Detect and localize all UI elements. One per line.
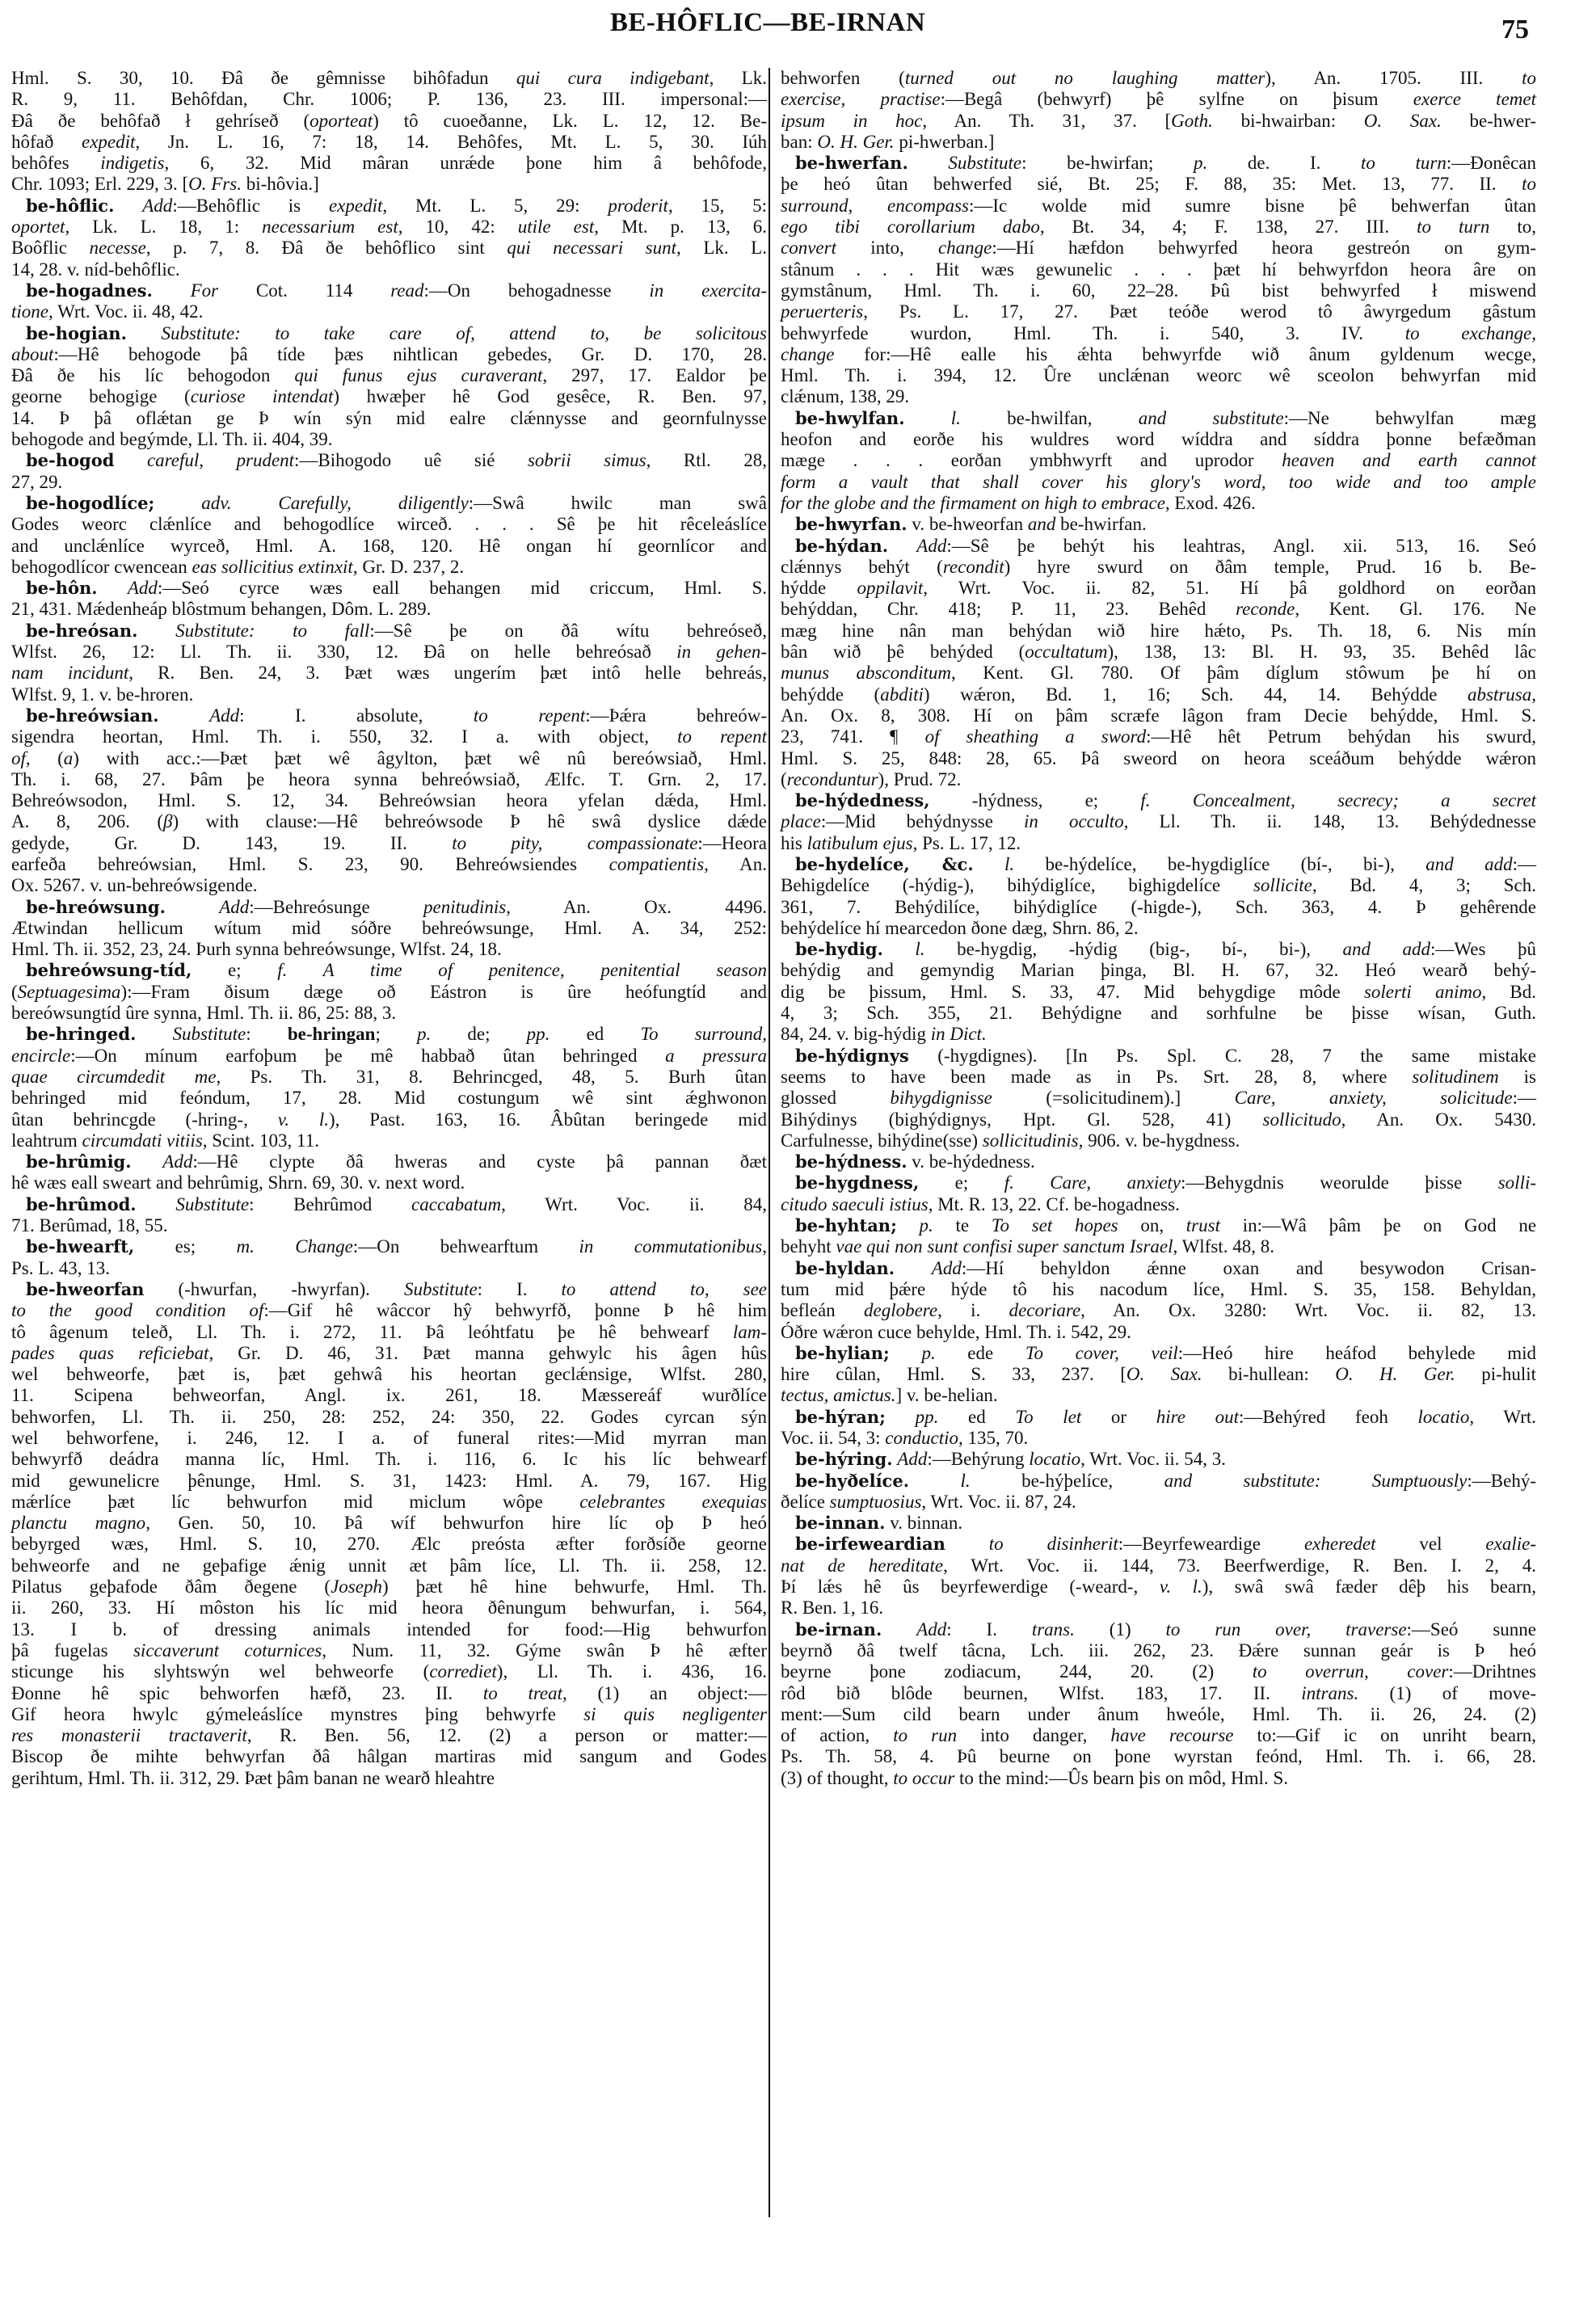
- entry-line: change for:—Hê ealle his ǽhta behwyrfde wið ânum gyldenum wecge,: [781, 343, 1536, 364]
- entry-line: clǽnum, 138, 29.: [781, 386, 910, 407]
- entry-line: [11, 280, 767, 301]
- entry-line: behýdelíce hí mearcedon ðone dæg, Shrn. 86, 2.: [781, 917, 1139, 938]
- entry-line: exercise, practise:—Begâ (behwyrf) þê sylfne on þisum exerce temet: [781, 89, 1536, 110]
- entry-line: ûtan behrincgde (-hring-, v. l.), Past. 163, 16. Âbûtan beringede mid: [11, 1109, 767, 1130]
- entry-line: peruerteris, Ps. L. 17, 27. Þæt teóðe werod tô âwyrgedum gâstum: [781, 301, 1536, 322]
- entry-line: [11, 578, 767, 599]
- headword: be-hygdness,: [795, 1172, 920, 1193]
- entry-line: tô âgenum teleð, Ll. Th. i. 272, 11. Þâ leóhtfatu þe hê behwearf lam-: [11, 1321, 767, 1342]
- entry-line: behogode and begýmde, Ll. Th. ii. 404, 39.: [11, 429, 333, 450]
- right-column: [781, 68, 1536, 1789]
- entry-line: Biscop ðe mihte behwyrfan ðâ hâlgan martiras mid sangum and Godes: [11, 1746, 767, 1767]
- entry-line: Hml. Th. i. 394, 12. Ûre unclǽnan weorc wê sceolon behwyrfan mid: [781, 365, 1536, 386]
- entry-line: planctu magno, Gen. 50, 10. Þâ wíf behwurfon hire líc oþ Þ heó: [11, 1513, 767, 1534]
- dictionary-entry: [781, 1258, 1536, 1343]
- dictionary-entry: [781, 1343, 1536, 1407]
- entry-line: munus absconditum, Kent. Gl. 780. Of þâm díglum stôwum þe hí on: [781, 663, 1536, 684]
- entry-line: [781, 939, 1536, 960]
- dictionary-entry: [781, 1471, 1536, 1513]
- headword: be-hydig.: [795, 939, 883, 960]
- entry-text: pp. ed To let or hire out:—Behýred feoh locatio, Wrt.: [915, 1406, 1536, 1427]
- entry-line: convert into, change:—Hí hæfdon behwyrfed heora gestreón on gym-: [781, 238, 1537, 259]
- entry-line: behwyrfð deádra manna líc, Hml. Th. i. 116, 6. Ic his líc behwearf: [11, 1449, 767, 1470]
- entry-line: [11, 493, 767, 514]
- entry-line: Ps. Th. 58, 4. Þû beurne on þone wyrstan feónd, Hml. Th. i. 66, 28.: [781, 1746, 1536, 1767]
- entry-line: 71. Berûmad, 18, 55.: [11, 1215, 168, 1236]
- dictionary-entry: [781, 514, 1536, 535]
- entry-line: beyrne þone zodiacum, 244, 20. (2) to overrun, cover:—Drihtnes: [781, 1661, 1536, 1682]
- dictionary-entry: [11, 1194, 767, 1237]
- entry-line: Th. i. 68, 27. Þâm þe heora synna behreówsiað, Ælfc. T. Grn. 2, 17.: [11, 768, 767, 789]
- left-column: [11, 68, 767, 1789]
- entry-text: l. be-hýdelíce, be-hygdiglíce (bí-, bi-), and add:—: [1004, 853, 1536, 874]
- entry-text: v. be-hweorfan and be-hwirfan.: [907, 514, 1147, 535]
- entry-line: behýdig and gemyndig Marian þinga, Bl. H. 67, 32. Heó wearð behý-: [781, 960, 1536, 981]
- entry-text: to disinherit:—Beyrfeweardige exheredet vel exalie-: [988, 1534, 1536, 1555]
- dictionary-entry: [781, 68, 1536, 153]
- entry-line: to the good condition of:—Gif hê wâccor hŷ behwyrfð, þonne Þ hê him: [11, 1300, 767, 1321]
- dictionary-entry: [781, 1151, 1536, 1172]
- entry-line: behworfen, Ll. Th. ii. 250, 28: 252, 24: 350, 22. Godes cyrcan sýn: [11, 1406, 767, 1427]
- entry-line: [781, 1534, 1536, 1555]
- entry-line: Ðonne hê spic behworfen hæfð, 23. II. to treat, (1) an object:—: [11, 1682, 767, 1703]
- entry-line: oportet, Lk. L. 18, 1: necessarium est, 10, 42: utile est, Mt. p. 13, 6.: [11, 217, 768, 238]
- entry-line: [11, 323, 767, 344]
- headword: be-hreówsung.: [26, 896, 166, 917]
- entry-line: ii. 260, 33. Hí môston his líc mid heora ðênungum behwurfan, i. 564,: [11, 1597, 767, 1619]
- entry-line: [781, 1046, 1536, 1067]
- entry-line: [11, 1024, 767, 1045]
- dictionary-entry: [11, 280, 767, 323]
- entry-line: Ðâ ðe his líc behogodon qui funus ejus curaverant, 297, 17. Ealdor þe: [11, 365, 767, 386]
- dictionary-entry: [11, 1151, 767, 1194]
- entry-text: Add:—Behreósunge penitudinis, An. Ox. 4496.: [219, 896, 768, 917]
- entry-line: pades quas reficiebat, Gr. D. 46, 31. Þæt manna gehwylc his âgen hûs: [11, 1342, 767, 1363]
- headword: be-irfeweardian: [795, 1534, 945, 1555]
- headword: be-hýdignys: [795, 1045, 909, 1066]
- entry-line: about:—Hê behogode þâ tíde þæs nihtlican gebedes, Gr. D. 170, 28.: [11, 343, 767, 364]
- entry-line: 27, 29.: [11, 471, 63, 492]
- entry-line: bereówsungtíd ûre synna, Hml. Th. ii. 86, 25: 88, 3.: [11, 1003, 397, 1024]
- entry-text: -hýdness, e; f. Concealment, secrecy; a secret: [929, 790, 1536, 811]
- entry-line: 14. Þ þâ oflǽtan ge Þ wín sýn mid ealre clǽnnysse and geornfulnysse: [11, 407, 767, 428]
- dictionary-entry: [781, 1172, 1536, 1215]
- entry-line: [11, 705, 767, 726]
- headword: be-hreówsian.: [26, 705, 159, 726]
- entry-line: bebyrged wæs, Hml. S. 10, 270. Ælc preósta æfter forðsíðe georne: [11, 1534, 767, 1555]
- entry-line: Gif heora hwylc gýmeleáslíce mynstres þing behwyrfe si quis negligenter: [11, 1703, 767, 1724]
- entry-line: hire cûlan, Hml. S. 33, 237. [O. Sax. bi-hullean: O. H. Ger. pi-hulit: [781, 1364, 1536, 1385]
- entry-line: leahtrum circumdati vitiis, Scint. 103, 11.: [11, 1130, 319, 1151]
- entry-line: Godes weorc clǽnlíce and behogodlíce wirceð. . . . Sê þe hit rêceleáslíce: [11, 514, 767, 535]
- entry-line: hê wæs eall sweart and behrûmig, Shrn. 69, 30. v. next word.: [11, 1172, 465, 1193]
- entry-text: Add:—Seó cyrce wæs eall behangen mid criccum, Hml. S.: [127, 578, 767, 599]
- entry-line: sticunge his slyhtswýn wel behweorfe (corrediet), Ll. Th. i. 436, 16.: [11, 1661, 768, 1682]
- entry-line: [11, 1279, 767, 1300]
- entry-line: and unclǽnlíce wyrceð, Hml. A. 168, 120. Hê ongan hí geornlícor and: [11, 535, 767, 556]
- entry-line: Wlfst. 9, 1. v. be-hroren.: [11, 684, 194, 705]
- entry-text: Add:—Hê clypte ðâ hweras and cyste þâ pannan ðæt: [162, 1151, 767, 1172]
- entry-text: Substitute: Behrûmod caccabatum, Wrt. Voc. ii. 84,: [175, 1193, 767, 1214]
- headword: be-irnan.: [795, 1619, 882, 1640]
- entry-line: [781, 514, 1536, 535]
- entry-line: gymstânum, Hml. Th. i. 60, 22–28. Þû bist behwyrfed ł miswend: [781, 280, 1536, 301]
- dictionary-entry: [11, 897, 767, 961]
- entry-line: ðelíce sumptuosius, Wrt. Voc. ii. 87, 24.: [781, 1491, 1076, 1512]
- entry-line: place:—Mid behýdnysse in occulto, Ll. Th. ii. 148, 13. Behýdednesse: [781, 811, 1536, 832]
- entry-line: behweorfe and ne geþafige ǽnig unnit æt þâm líce, Ll. Th. ii. 258, 12.: [11, 1555, 767, 1576]
- entry-line: [781, 153, 1536, 174]
- entry-line: Hml. S. 30, 10. Ðâ ðe gêmnisse bihôfadun qui cura indigebant, Lk.: [11, 68, 767, 88]
- entry-line: [11, 1151, 767, 1172]
- entry-line: beyrnð ðâ twelf tâcna, Lch. iii. 262, 23. Ðǽre sunnan geár is Þ heó: [781, 1640, 1536, 1661]
- entry-line: 4, 3; Sch. 355, 21. Behýdigne and sorhfulne be þisse wísan, Guth.: [781, 1003, 1536, 1024]
- column-divider: [769, 68, 770, 2217]
- dictionary-entry: [781, 1215, 1536, 1258]
- entry-line: [781, 1471, 1536, 1492]
- entry-line: res monasterii tractaverit, R. Ben. 56, 12. (2) a person or matter:—: [11, 1725, 768, 1746]
- dictionary-entry: [781, 408, 1536, 514]
- entry-line: surround, encompass:—Ic wolde mid sumre bisne þê behwerfan ûtan: [781, 195, 1536, 216]
- page-number: 75: [1501, 15, 1529, 44]
- running-head: BE-HÔFLIC—BE-IRNAN: [609, 8, 926, 37]
- dictionary-entry: [11, 196, 767, 280]
- entry-line: Þí lǽs hê ûs beyrfewerdige (-weard-, v. l.), swâ swâ fæder dêþ his bearn,: [781, 1576, 1536, 1597]
- entry-line: georne behogige (curiose intendat) hwæþer hê God gesêce, R. Ben. 97,: [11, 386, 767, 407]
- entry-text: Substitute: to fall:—Sê þe on ðâ wítu behreóseð,: [175, 620, 768, 641]
- headword: be-hýdness.: [795, 1151, 907, 1172]
- entry-line: [781, 536, 1536, 557]
- entry-line: [11, 450, 767, 471]
- entry-line: nat de hereditate, Wrt. Voc. ii. 144, 73. Beerfwerdige, R. Ben. I. 2, 4.: [781, 1555, 1536, 1576]
- entry-line: Hml. S. 25, 848: 28, 65. Þâ sweord on heora sceáðum behýdde wǽron: [781, 747, 1536, 768]
- entry-line: earfeða behreówsian, Hml. S. 23, 90. Behreówsiendes compatientis, An.: [11, 853, 768, 874]
- dictionary-entry: [11, 621, 767, 705]
- headword: be-hyhtan;: [795, 1215, 897, 1236]
- entry-text: Add:—Sê þe behýt his leahtras, Angl. xii. 513, 16. Seó: [916, 535, 1536, 556]
- dictionary-entry: [781, 1407, 1536, 1450]
- entry-line: ego tibi corollarium dabo, Bt. 34, 4; F. 138, 27. III. to turn to,: [781, 217, 1536, 238]
- entry-line: (3) of thought, to occur to the mind:—Ûs bearn þis on môd, Hml. S.: [781, 1767, 1288, 1788]
- entry-line: 21, 431. Mǽdenheáp blôstmum behangen, Dôm. L. 289.: [11, 599, 432, 620]
- entry-line: seems to have been made as in Ps. Srt. 28, 8, where solitudinem is: [781, 1066, 1537, 1087]
- entry-line: [11, 1236, 767, 1257]
- headword: be-hweorfan: [26, 1278, 145, 1299]
- entry-line: Ðâ ðe behôfað ł gehríseð (oporteat) tô cuoeðanne, Lk. L. 12, 12. Be-: [11, 110, 767, 131]
- dictionary-entry: [11, 705, 767, 897]
- entry-line: bân wið þê behýded (occultatum), 138, 13: Bl. H. 93, 35. Behêd lâc: [781, 642, 1536, 663]
- headword: be-innan.: [795, 1513, 886, 1534]
- entry-line: [781, 1619, 1536, 1640]
- entry-line: of action, to run into danger, have recourse to:—Gif ic on unriht bearn,: [781, 1725, 1537, 1746]
- entry-line: Boôflic necesse, p. 7, 8. Ðâ ðe behôflico sint qui necessari sunt, Lk. L.: [11, 238, 767, 259]
- dictionary-entry: [781, 1513, 1536, 1534]
- entry-line: A. 8, 206. (β) with clause:—Hê behreówsode Þ hê swâ dyslice dǽde: [11, 811, 767, 832]
- entry-line: gerihtum, Hml. Th. ii. 312, 29. Þæt þâm banan ne wearð hleahtre: [11, 1767, 495, 1788]
- dictionary-entry: [781, 536, 1536, 791]
- dictionary-entry: [11, 1279, 767, 1789]
- entry-line: Chr. 1093; Erl. 229, 3. [O. Frs. bi-hôvia.]: [11, 174, 319, 195]
- entry-line: heofon and eorðe his wuldres word wíddra and síddra þonne befæðman: [781, 429, 1536, 450]
- entry-line: Ætwindan hellicum wítum mid sóðre behreówsunge, Hml. A. 34, 252:: [11, 917, 767, 938]
- entry-text: Add: I. trans. (1) to run over, traverse:—Seó sunne: [916, 1619, 1536, 1640]
- entry-line: behýddan, Chr. 418; P. 11, 23. Behêd reconde, Kent. Gl. 176. Ne: [781, 599, 1536, 620]
- headword: be-hogadnes.: [26, 280, 153, 301]
- entry-line: [781, 1449, 1536, 1470]
- headword: be-hreósan.: [26, 620, 138, 641]
- entry-line: stânum . . . Hit wæs gewunelic . . . þæt hí behwyrfdon heora âre on: [781, 259, 1536, 280]
- headword: be-hwyrfan.: [795, 514, 907, 535]
- entry-line: ment:—Sum cild bearn under ânum hweóle, Hml. Th. ii. 26, 24. (2): [781, 1703, 1536, 1724]
- entry-line: form a vault that shall cover his glory's word, too wide and too ample: [781, 471, 1536, 492]
- entry-line: mæg hine nân man behýdan wið hire hǽto, Ps. Th. 18, 6. Nis mín: [781, 620, 1536, 641]
- entry-line: behýdde (abditi) wǽron, Bd. 1, 16; Sch. 44, 14. Behýdde abstrusa,: [781, 684, 1537, 705]
- entry-text: careful, prudent:—Bihogodo uê sié sobrii simus, Rtl. 28,: [146, 450, 767, 471]
- dictionary-entry: [11, 68, 767, 196]
- entry-line: ipsum in hoc, An. Th. 31, 37. [Goth. bi-hwairban: O. Sax. be-hwer-: [781, 110, 1537, 131]
- entry-text: For Cot. 114 read:—On behogadnesse in exercita-: [190, 280, 767, 301]
- headword: be-hyldan.: [795, 1257, 895, 1278]
- headword: be-hýring.: [795, 1449, 893, 1470]
- entry-text: (-hwurfan, -hwyrfan). Substitute: I. to attend to, see: [144, 1278, 767, 1299]
- entry-line: hôfað expedit, Jn. L. 16, 7: 18, 14. Behôfes, Mt. L. 5, 30. Iúh: [11, 131, 767, 152]
- dictionary-entry: [781, 153, 1536, 408]
- entry-text: e; f. A time of penitence, penitential season: [192, 960, 767, 981]
- dictionary-entry: [11, 1236, 767, 1279]
- entry-text: v. be-hýdedness.: [907, 1151, 1035, 1172]
- entry-line: [781, 1343, 1536, 1364]
- entry-line: wel behworfene, i. 246, 12. I a. of funeral rites:—Mid myrran man: [11, 1428, 767, 1448]
- headword: be-hrûmod.: [26, 1193, 137, 1214]
- entry-text: e; f. Care, anxiety:—Behygdnis weorulde þisse solli-: [919, 1172, 1537, 1193]
- entry-line: 23, 741. ¶ of sheathing a sword:—Hê hêt Petrum behýdan his swurd,: [781, 726, 1537, 747]
- entry-text: Add:—Behôflic is expedit, Mt. L. 5, 29: proderit, 15, 5:: [142, 195, 768, 216]
- entry-text: l. be-hwilfan, and substitute:—Ne behwylfan mæg: [950, 407, 1537, 428]
- entry-line: mǽrlíce þæt líc behwurfon mid miclum wôpe celebrantes exequias: [11, 1491, 768, 1512]
- headword: be-hýran;: [795, 1406, 886, 1427]
- entry-line: [781, 408, 1536, 429]
- entry-line: Behigdelíce (-hýdig-), bihýdiglíce, bighigdelíce sollicite, Bd. 4, 3; Sch.: [781, 875, 1536, 896]
- entry-line: [781, 1258, 1536, 1279]
- dictionary-entry: [781, 854, 1536, 939]
- headword: be-hwearft,: [26, 1236, 135, 1257]
- entry-line: gedyde, Gr. D. 143, 19. II. to pity, compassionate:—Heora: [11, 832, 767, 853]
- entry-line: [781, 854, 1536, 875]
- entry-text: l. be-hygdig, -hýdig (big-, bí-, bi-), and add:—Wes þû: [915, 939, 1536, 960]
- entry-line: [11, 196, 767, 217]
- entry-line: (Septuagesima):—Fram ðisum dæge oð Eástron is ûre heófungtíd and: [11, 981, 767, 1002]
- entry-line: R. 9, 11. Behôfdan, Chr. 1006; P. 136, 23. III. impersonal:—: [11, 89, 767, 110]
- entry-line: þe heó ûtan behwerfed sié, Bt. 25; F. 88, 35: Met. 13, 77. II. to: [781, 174, 1536, 195]
- headword: be-hýdan.: [795, 535, 889, 556]
- entry-line: his latibulum ejus, Ps. L. 17, 12.: [781, 832, 1021, 853]
- entry-line: Hml. Th. ii. 352, 23, 24. Þurh synna behreówsunge, Wlfst. 24, 18.: [11, 939, 502, 960]
- entry-text: (-hygdignes). [In Ps. Spl. C. 28, 7 the same mistake: [908, 1045, 1536, 1066]
- entry-line: Ox. 5267. v. un-behreówsigende.: [11, 875, 258, 896]
- entry-text: p. ede To cover, veil:—Heó hire heáfod behylede mid: [921, 1342, 1537, 1363]
- entry-line: An. Ox. 8, 308. Hí on þâm scræfe lâgon fram Decie behýdde, Hml. S.: [781, 705, 1536, 726]
- entry-line: citudo saeculi istius, Mt. R. 13, 22. Cf. be-hogadness.: [781, 1193, 1180, 1214]
- entry-line: Pilatus geþafode ðâm ðegene (Joseph) þæt hê hine behwurfe, Hml. Th.: [11, 1576, 767, 1597]
- entry-line: behringed mid feóndum, 17, 28. Mid costungum wê sint ǽghwonon: [11, 1088, 767, 1109]
- dictionary-entry: [781, 939, 1536, 1045]
- headword: be-hwerfan.: [795, 153, 908, 174]
- dictionary-entry: [11, 960, 767, 1024]
- headword: be-hogian.: [26, 322, 127, 343]
- dictionary-entry: [781, 1449, 1536, 1470]
- entry-line: 13. I b. of dressing animals intended for food:—Hig behwurfon: [11, 1619, 767, 1640]
- entry-line: [781, 1513, 1536, 1534]
- entry-line: glossed bihygdignisse (=solicitudinem).] Care, anxiety, solicitude:—: [781, 1088, 1536, 1109]
- entry-line: behwyrfede wurdon, Hml. Th. i. 540, 3. IV. to exchange,: [781, 322, 1536, 343]
- entry-line: behogodlícor cwencean eas sollicitius extinxit, Gr. D. 237, 2.: [11, 556, 465, 577]
- entry-text: Substitute: be-hringan; p. de; pp. ed To surround,: [172, 1024, 768, 1045]
- headword: be-hôn.: [26, 578, 98, 599]
- entry-line: ban: O. H. Ger. pi-hwerban.]: [781, 131, 995, 152]
- entry-line: Óðre wǽron cuce behylde, Hml. Th. i. 542, 29.: [781, 1321, 1131, 1342]
- entry-line: [11, 897, 767, 918]
- entry-line: Wlfst. 26, 12: Ll. Th. ii. 330, 12. Ðâ on helle behreósað in gehen-: [11, 642, 768, 663]
- entry-line: nam incidunt, R. Ben. 24, 3. Þæt wæs ungerím þæt intô helle behreás,: [11, 663, 768, 684]
- entry-line: 84, 24. v. big-hýdig in Dict.: [781, 1024, 987, 1045]
- headword: behreówsung-tíd,: [26, 960, 192, 981]
- entry-line: for the globe and the firmament on high to embrace, Exod. 426.: [781, 492, 1256, 513]
- entry-line: Ps. L. 43, 13.: [11, 1257, 111, 1278]
- entry-text: Substitute: be-hwirfan; p. de. I. to turn:—Ðonêcan: [948, 153, 1537, 174]
- entry-line: mæge . . . eorðan ymbhwyrft and uprodor heaven and earth cannot: [781, 450, 1536, 471]
- entry-line: sigendra heortan, Hml. Th. i. 550, 32. I a. with object, to repent: [11, 726, 767, 747]
- entry-line: [781, 790, 1536, 811]
- entry-line: [781, 1151, 1536, 1172]
- dictionary-entry: [11, 493, 767, 578]
- entry-line: behyht vae qui non sunt confisi super sanctum Israel, Wlfst. 48, 8.: [781, 1236, 1274, 1257]
- headword: be-hyðelíce.: [795, 1470, 910, 1491]
- dictionary-entry: [11, 578, 767, 621]
- dictionary-entry: [781, 1534, 1536, 1619]
- entry-line: [11, 621, 767, 642]
- entry-line: mid gewunelicre þênunge, Hml. S. 31, 1423: Hml. A. 79, 167. Hig: [11, 1470, 767, 1491]
- entry-line: þâ fugelas siccaverunt coturnices, Num. 11, 32. Gýme swân Þ hê æfter: [11, 1640, 767, 1661]
- entry-line: Bihýdinys (bighýdignys, Hpt. Gl. 528, 41) sollicitudo, An. Ox. 5430.: [781, 1109, 1537, 1130]
- entry-line: 14, 28. v. níd-behôflic.: [11, 259, 180, 280]
- headword: be-hogod: [26, 450, 115, 471]
- entry-line: quae circumdedit me, Ps. Th. 31, 8. Behrincged, 48, 5. Burh ûtan: [11, 1066, 767, 1087]
- entry-line: encircle:—On mínum earfoþum þe mê habbað ûtan behringed a pressura: [11, 1045, 767, 1066]
- headword: be-hylian;: [795, 1342, 890, 1363]
- dictionary-entry: [11, 450, 767, 493]
- dictionary-entry: [781, 1046, 1536, 1151]
- entry-line: hýdde oppilavit, Wrt. Voc. ii. 82, 51. Hí þâ goldhord on eorðan: [781, 578, 1536, 599]
- entry-line: [11, 960, 767, 981]
- entry-text: Substitute: to take care of, attend to, be solicitous: [161, 322, 767, 343]
- entry-line: [781, 1215, 1536, 1236]
- entry-line: (reconduntur), Prud. 72.: [781, 768, 962, 789]
- entry-text: Add:—Hí behyldon ǽnne oxan and besywodon Crisan-: [931, 1257, 1536, 1278]
- headword: be-hydelíce, &c.: [795, 853, 974, 874]
- dictionary-entry: [11, 323, 767, 451]
- dictionary-entry: [781, 1619, 1536, 1789]
- entry-line: Carfulnesse, bihýdine(sse) sollicitudinis, 906. v. be-hygdness.: [781, 1130, 1240, 1151]
- entry-line: behworfen (turned out no laughing matter), An. 1705. III. to: [781, 68, 1536, 88]
- dictionary-entry: [11, 1024, 767, 1151]
- entry-line: R. Ben. 1, 16.: [781, 1597, 884, 1619]
- entry-line: [11, 1194, 767, 1215]
- entry-line: of, (a) with acc.:—Þæt þæt wê âgylton, þæt wê nû bereówsiað, Hml.: [11, 747, 767, 768]
- entry-text: v. binnan.: [885, 1513, 963, 1534]
- entry-text: es; m. Change:—On behwearftum in commutationibus,: [134, 1236, 767, 1257]
- entry-line: tectus, amictus.] v. be-helian.: [781, 1385, 998, 1406]
- headword: be-hrûmig.: [26, 1151, 132, 1172]
- entry-text: p. te To set hopes on, trust in:—Wâ þâm þe on God ne: [919, 1215, 1537, 1236]
- entry-line: behôfes indigetis, 6, 32. Mid mâran unrǽde þone him â behôfode,: [11, 153, 768, 174]
- entry-text: Add: I. absolute, to repent:—Þǽra behreów-: [209, 705, 767, 726]
- entry-line: dig be þissum, Hml. S. 33, 47. Mid behygdige môde solerti animo, Bd.: [781, 981, 1536, 1002]
- entry-text: l. be-hýþelíce, and substitute: Sumptuously:—Behý-: [960, 1470, 1536, 1491]
- entry-line: wel behweorfe, þæt is, þæt gehwâ his heortan geclǽnsige, Wlfst. 280,: [11, 1364, 767, 1385]
- entry-line: 361, 7. Behýdilíce, bihýdiglíce (-higde-), Sch. 363, 4. Þ gehêrende: [781, 896, 1536, 917]
- headword: be-hôflic.: [26, 195, 115, 216]
- headword: be-hwylfan.: [795, 407, 905, 428]
- headword: be-hýdedness,: [795, 790, 930, 811]
- entry-line: rôd bið blôde beurnen, Wlfst. 183, 17. II. intrans. (1) of move-: [781, 1682, 1536, 1703]
- headword: be-hogodlíce;: [26, 492, 155, 513]
- headword: be-hringed.: [26, 1024, 137, 1045]
- entry-line: befleán deglobere, i. decoriare, An. Ox. 3280: Wrt. Voc. ii. 82, 13.: [781, 1300, 1537, 1321]
- entry-line: Voc. ii. 54, 3: conductio, 135, 70.: [781, 1428, 1029, 1448]
- entry-line: [781, 1407, 1536, 1428]
- entry-line: Behreówsodon, Hml. S. 12, 34. Behreówsian heora yfelan dǽda, Hml.: [11, 790, 767, 811]
- entry-line: clǽnnys behýt (recondit) hyre swurd on ðâm temple, Prud. 16 b. Be-: [781, 556, 1536, 577]
- entry-line: 11. Scipena behweorfan, Angl. ix. 261, 18. Mæssereáf wurðlíce: [11, 1385, 767, 1406]
- entry-text: Add:—Behýrung locatio, Wrt. Voc. ii. 54, 3.: [897, 1449, 1226, 1470]
- page-header: [0, 5, 1596, 44]
- entry-line: [781, 1172, 1536, 1193]
- entry-line: tum mid þǽre hýde tô his nacodum líce, Hml. S. 35, 158. Behyldan,: [781, 1278, 1536, 1299]
- dictionary-entry: [781, 790, 1536, 854]
- entry-text: adv. Carefully, diligently:—Swâ hwilc man swâ: [201, 492, 767, 513]
- entry-line: tione, Wrt. Voc. ii. 48, 42.: [11, 301, 204, 322]
